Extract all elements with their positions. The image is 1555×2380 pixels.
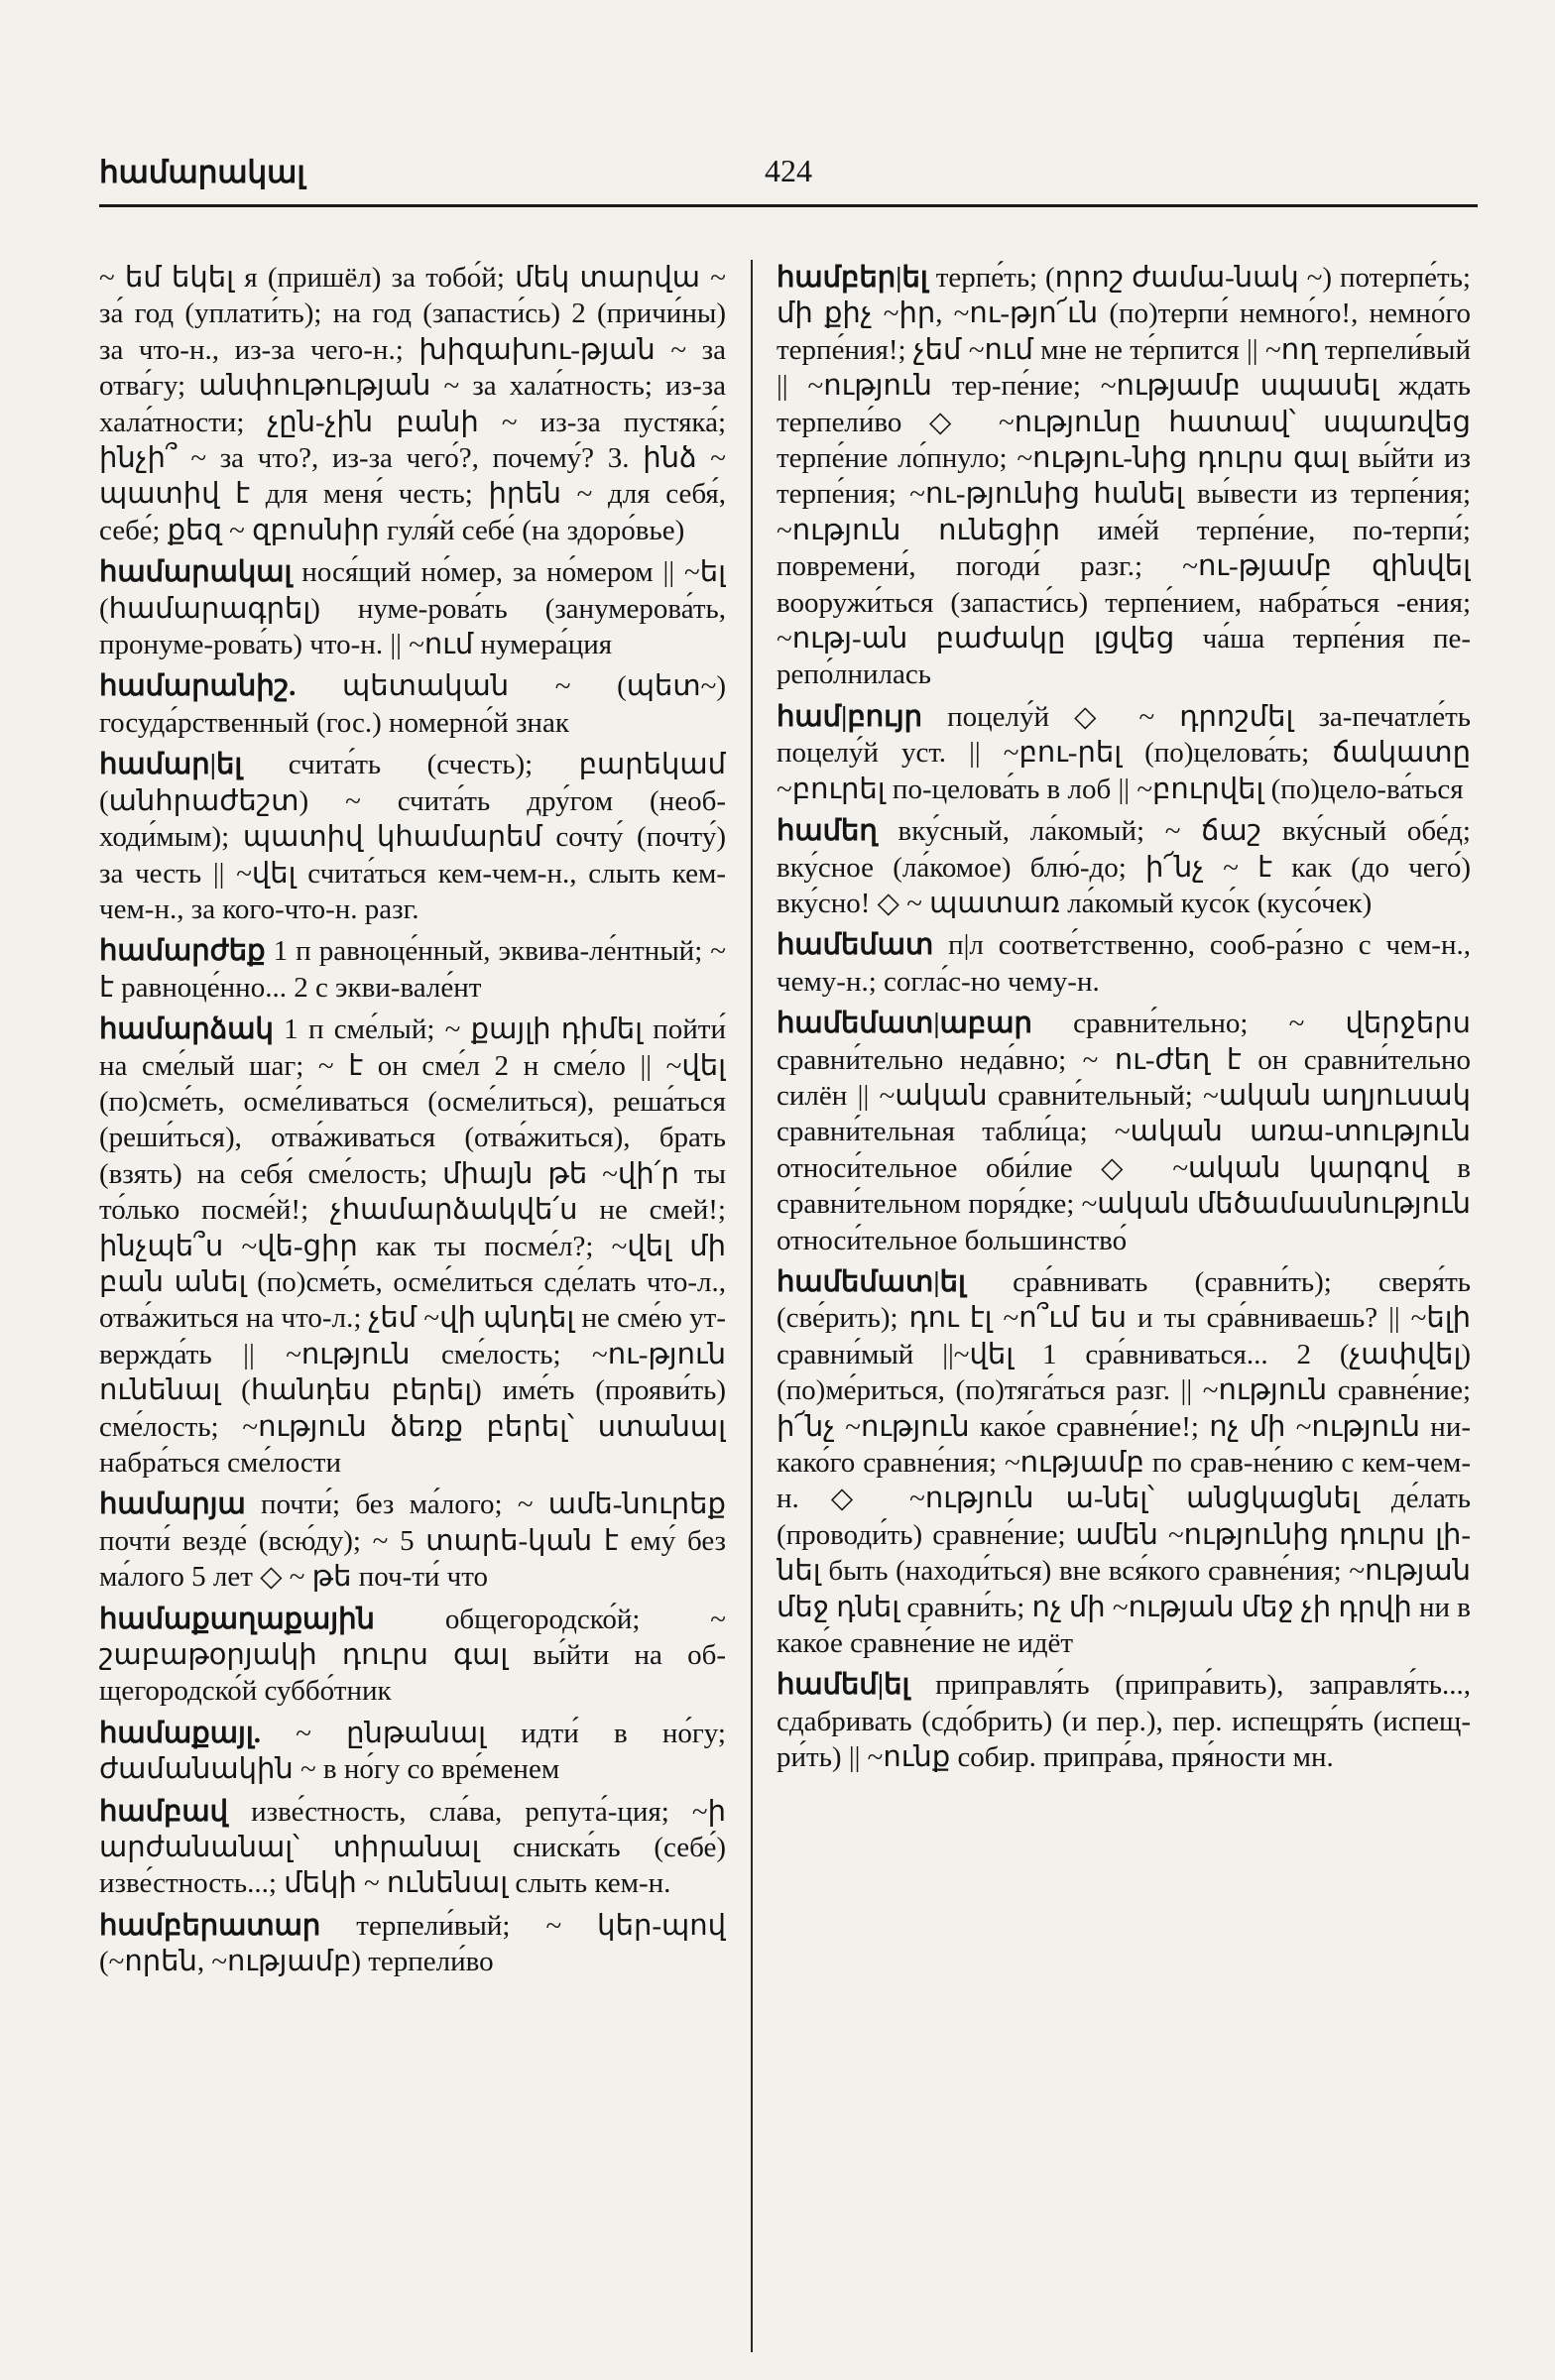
entry-headword: համեմ|ել xyxy=(777,1669,910,1702)
dictionary-entry: համբեր|ել терпе́ть; (որոշ ժամա-նակ ~) потерпе́ть; մի քիչ ~իր, ~ու-թյո՜ւն (по)терпи́ немно́го!, немно́го терпе́ния!; չեմ ~ում мне не те́рпится || ~ող терпели́вый || ~ություն тер-пе́ние; ~ությամբ սպասել ждать терпели́во ◇ ~ությունը հատավ՝ սպառվեց терпе́ние ло́пнуло; ~ությու-նից դուրս գալ вы́йти из терпе́ния; ~ու-թյունից հանել вы́вести из терпе́ния; ~ություն ունեցիր име́й терпе́ние, по-терпи́; повремени́, погоди́ разг.; ~ու-թյամբ զինվել вооружи́ться (запасти́сь) терпе́нием, набра́ться -ения; ~ությ-ան բաժակը լցվեց ча́ша терпе́ния пе-репо́лнилась xyxy=(777,262,1471,691)
running-headword: համարակալ xyxy=(99,155,305,189)
dictionary-entry: համեմատ|աբար сравни́тельно; ~ վերջերս сравни́тельно неда́вно; ~ ու-ժեղ է он сравни́тельно силён || ~ական сравни́тельный; ~ական աղյուսակ сравни́тельная табли́ца; ~ական առա-տություն относи́тельное оби́лие ◇ ~ական կարգով в сравни́тельном поря́дке; ~ական մեծամասնություն относи́тельное большинство́ xyxy=(777,1008,1471,1256)
dictionary-entry: համաքայլ. ~ ընթանալ идти́ в но́гу; ժամանակին ~ в но́гу со вре́менем xyxy=(99,1717,726,1786)
dictionary-entry: համարժեք 1 п равноце́нный, эквива-ле́нтный; ~ է равноце́нно... 2 с экви-вале́нт xyxy=(99,935,726,1004)
entry-headword: համբավ xyxy=(99,1795,229,1828)
entry-headword: համեմատ xyxy=(777,929,934,962)
right-column xyxy=(777,260,1471,2352)
dictionary-entry: համարակալ нося́щий но́мер, за но́мером || ~ել (համարագրել) нуме-рова́ть (занумерова́ть, пронуме-рова́ть) что-н. || ~ում нумера́ция xyxy=(99,556,726,661)
entry-headword: համբեր|ել xyxy=(777,262,928,294)
entry-headword: համարժեք xyxy=(99,935,266,968)
dictionary-entry: համեմատ п|л соотве́тственно, сооб-ра́зно с чем-н., чему-н.; согла́с-но чему-н. xyxy=(777,929,1471,998)
entry-headword: համաքաղաքային xyxy=(99,1603,375,1635)
left-column xyxy=(99,260,726,2352)
dictionary-entry: համարանիշ. պետական ~ (պետ~) госуда́рственный (гос.) номерно́й знак xyxy=(99,670,726,739)
page-number: 424 xyxy=(765,153,812,188)
entry-headword: համեղ xyxy=(777,815,878,848)
dictionary-entry: համեմատ|ել сра́внивать (сравни́ть); сверя́ть (све́рить); դու էլ ~ո՞ւմ ես и ты сра́вниваешь? || ~ելի сравни́мый ||~վել 1 сра́вниваться... 2 (չափվել) (по)ме́риться, (по)тяга́ться разг. || ~ություն сравне́ние; ի՜նչ ~ություն како́е сравне́ние!; ոչ մի ~ություն ни-како́го сравне́ния; ~ությամբ по срав-не́нию с кем-чем-н. ◇ ~ություն ա-նել՝ անցկացնել де́лать (проводи́ть) сравне́ние; ամեն ~ությունից դուրս լի-նել быть (находи́ться) вне вся́кого сравне́ния; ~ության մեջ դնել сравни́ть; ոչ մի ~ության մեջ չի դրվի ни в како́е сравне́ние не идёт xyxy=(777,1265,1471,1660)
dictionary-entry: համեղ вку́сный, ла́комый; ~ ճաշ вку́сный обе́д; вку́сное (ла́комое) блю́-до; ի՜նչ ~ է как (до чего́) вку́сно! ◇ ~ պատառ ла́комый кусо́к (кусо́чек) xyxy=(777,815,1471,919)
dictionary-entry: ~ եմ եկել я (пришёл) за тобо́й; մեկ տարվա ~ за́ год (уплати́ть); на год (запасти́сь) 2 (причи́ны) за что-н., из-за чего-н.; խիզախու-թյան ~ за отва́гу; անփութության ~ за хала́тность; из-за хала́тности; չըն-չին բանի ~ из-за пустяка́; ինչի՞ ~ за что?, из-за чего́?, почему́? 3. ինձ ~ պատիվ է для меня́ честь; իրեն ~ для себя́, себе́; քեզ ~ զբոսնիր гуля́й себе́ (на здоро́вье) xyxy=(99,262,726,546)
entry-headword: համբերատար xyxy=(99,1909,321,1942)
header-rule xyxy=(99,204,1478,207)
dictionary-entry: համարյա почти́; без ма́лого; ~ ամե-նուրեք почти́ везде́ (всю́ду); ~ 5 տարե-կան է ему́ без ма́лого 5 лет ◇ ~ թե поч-ти́ что xyxy=(99,1488,726,1594)
dictionary-entry: համաքաղաքային общегородско́й; ~ շաբաթօրյակի դուրս գալ вы́йти на об-щегородско́й суббо́тник xyxy=(99,1603,726,1708)
entry-headword: համաքայլ. xyxy=(99,1717,261,1749)
entry-headword: համեմատ|ել xyxy=(777,1265,966,1298)
entry-headword: համարանիշ. xyxy=(99,670,297,703)
entry-headword: համարձակ xyxy=(99,1013,274,1046)
dictionary-entry: համ|բույր поцелу́й ◇ ~ դրոշմել за-печатле́ть поцелу́й уст. || ~բու-րել (по)целова́ть; ճակատը ~բուրել по-целова́ть в лоб || ~բուրվել (по)цело-ва́ться xyxy=(777,700,1471,805)
entry-headword: համարակալ xyxy=(99,556,293,589)
entry-headword: համարյա xyxy=(99,1488,246,1521)
entry-headword: համեմատ|աբար xyxy=(777,1008,1032,1040)
dictionary-entry: համարձակ 1 п сме́лый; ~ քայլի դիմել пойти́ на сме́лый шаг; ~ է он сме́л 2 н сме́ло || ~վել (по)сме́ть, осме́ливаться (осме́литься), реша́ться (реши́ться), отва́живаться (отва́житься), брать (взять) на себя́ сме́лость; միայն թե ~վի՛ր ты то́лько посме́й!; չհամարձակվե՛ս не смей!; ինչպե՞ս ~վե-ցիր как ты посме́л?; ~վել մի բան անել (по)сме́ть, осме́литься сде́лать что-л., отва́житься на что-л.; չեմ ~վի պնդել не сме́ю ут-вержда́ть || ~ություն сме́лость; ~ու-թյուն ունենալ (հանդես բերել) име́ть (прояви́ть) сме́лость; ~ություն ձեռք բերել՝ ստանալ набра́ться сме́лости xyxy=(99,1013,726,1479)
dictionary-entry: համբերատար терпели́вый; ~ կեր-պով (~որեն, ~ությամբ) терпели́во xyxy=(99,1909,726,1978)
column-divider xyxy=(751,260,753,2352)
dictionary-entry: համեմ|ել приправля́ть (припра́вить), заправля́ть..., сдабривать (сдо́брить) (и пер.), пер. испещря́ть (испещ-ри́ть) || ~ունք собир. припра́ва, пря́ности мн. xyxy=(777,1669,1471,1774)
dictionary-entry: համբավ изве́стность, сла́ва, репута́-ция; ~ի արժանանալ՝ տիրանալ сниска́ть (себе́) изве́стность...; մեկի ~ ունենալ слыть кем-н. xyxy=(99,1795,726,1900)
entry-headword: համար|ել xyxy=(99,749,243,781)
dictionary-entry: համար|ել счита́ть (счесть); բարեկամ (անհրաժեշտ) ~ счита́ть дру́гом (необ-ходи́мым); պատիվ կհամարեմ сочту́ (почту́) за честь || ~վել счита́ться кем-чем-н., слыть кем-чем-н., за кого-что-н. разг. xyxy=(99,749,726,925)
entry-headword: համ|բույր xyxy=(777,700,923,733)
running-header xyxy=(99,149,1478,198)
